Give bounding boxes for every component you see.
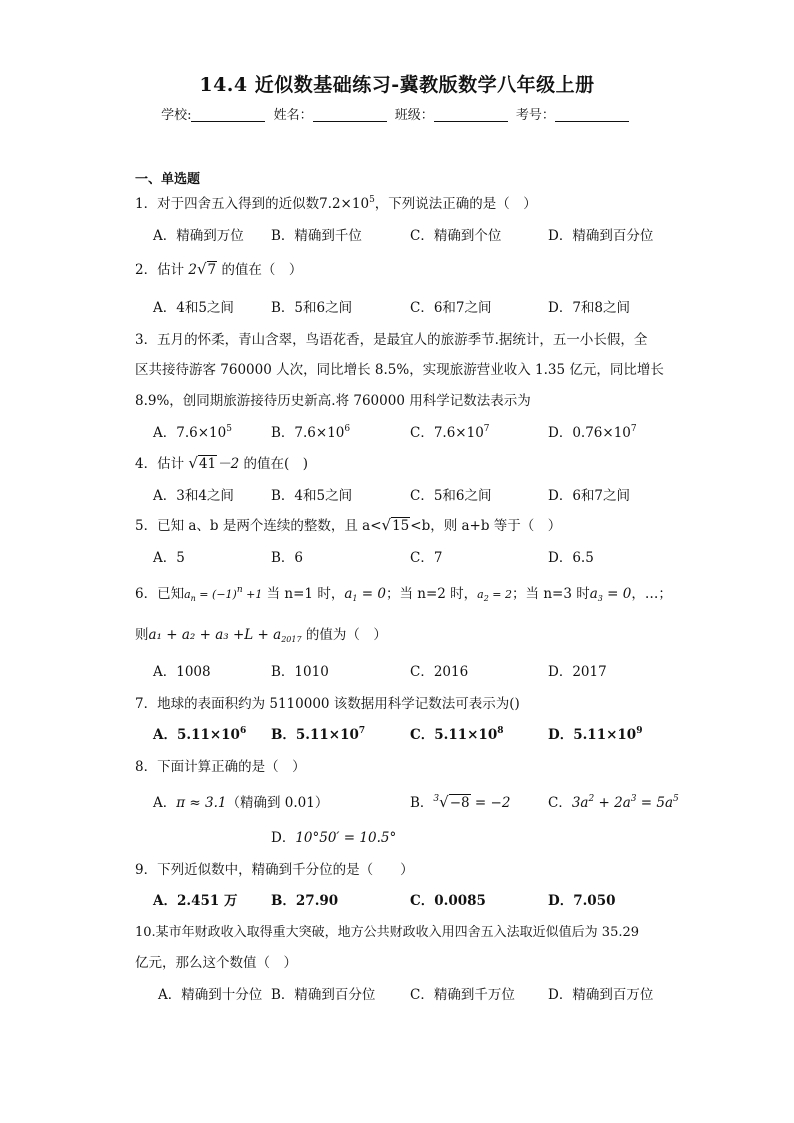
question-1-text-b: ，下列说法正确的是（ ） — [374, 196, 537, 212]
question-3-option-d[interactable] — [548, 421, 637, 441]
question-6-option-a[interactable]: A．1008 — [153, 664, 211, 680]
option-c-letter: C． — [548, 795, 572, 811]
question-6-text-e: ，…； — [631, 586, 672, 602]
question-7-stem: 7．地球的表面积约为 5110000 该数据用科学记数法可表示为() — [135, 696, 520, 712]
option-c-exp-1: 2 — [588, 794, 595, 804]
option-a-exp: 6 — [239, 726, 247, 736]
question-3-option-b[interactable] — [271, 421, 350, 441]
question-6-a3 — [590, 586, 632, 602]
question-9-option-a[interactable]: A．2.451 万 — [153, 893, 238, 909]
option-c-exp: 7 — [483, 424, 490, 434]
question-1-option-d[interactable]: D．精确到百分位 — [548, 228, 654, 244]
question-10-option-d[interactable]: D．精确到百万位 — [548, 987, 654, 1003]
option-a-note: （精确到 0.01） — [226, 795, 329, 811]
question-4-stem — [135, 452, 308, 472]
question-6-line-1 — [135, 582, 672, 603]
question-1-option-a[interactable]: A．精确到万位 — [153, 228, 244, 244]
question-10-option-b[interactable]: B．精确到百分位 — [271, 987, 376, 1003]
question-5-option-b[interactable]: B．6 — [271, 550, 304, 566]
option-b-base: B．5.11×10 — [271, 727, 359, 743]
question-4-option-a[interactable]: A．3和4之间 — [153, 488, 234, 504]
question-2-coef: 2 — [188, 262, 197, 278]
question-10-option-a[interactable]: A．精确到十分位 — [158, 987, 263, 1003]
question-8-option-d[interactable] — [271, 826, 396, 846]
option-c-exp-2: 3 — [630, 794, 637, 804]
question-8-option-a[interactable] — [153, 791, 328, 811]
question-8-option-b[interactable] — [410, 791, 510, 811]
sum-sub: 2017 — [281, 635, 302, 644]
option-a-letter: A． — [153, 795, 177, 811]
formula-sub: n — [190, 594, 196, 603]
question-6-text-d: ；当 n=3 时 — [512, 586, 590, 602]
question-6-line2-text-b: 的值为（ ） — [305, 627, 387, 643]
option-b-result: = −2 — [470, 795, 511, 811]
option-c-term-1: 3a — [571, 795, 589, 811]
question-8-option-c[interactable] — [548, 791, 679, 811]
a3-sub: 3 — [597, 594, 603, 603]
option-c-exp: 8 — [497, 726, 504, 736]
question-7-option-b[interactable] — [271, 723, 365, 743]
question-3-line-1: 3．五月的怀柔，青山含翠，鸟语花香，是最宜人的旅游季节.据统计，五一小长假，全 — [135, 332, 648, 348]
question-2-expression — [188, 262, 217, 278]
question-1-stem — [135, 192, 537, 212]
question-7-option-a[interactable] — [153, 723, 246, 743]
id-label: 考号： — [515, 108, 555, 123]
name-label: 姓名： — [273, 108, 313, 123]
question-2-option-a[interactable]: A．4和5之间 — [153, 300, 234, 316]
option-b-exp: 6 — [344, 424, 351, 434]
a2-sub: 2 — [483, 594, 489, 603]
school-label: 学校: — [161, 108, 192, 123]
question-6-a2 — [477, 588, 512, 601]
section-heading: 一、单选题 — [135, 172, 201, 187]
option-a-base: A．7.6×10 — [153, 425, 227, 441]
question-5-text-a: 5．已知 a、b 是两个连续的整数，且 a< — [135, 518, 382, 534]
question-2-option-b[interactable]: B．5和6之间 — [271, 300, 353, 316]
question-1-exponent: 5 — [369, 195, 375, 205]
question-6-option-c[interactable]: C．2016 — [410, 664, 469, 680]
formula-sup: n — [236, 585, 243, 595]
question-10-line-2: 亿元，那么这个数值（ ） — [135, 955, 297, 971]
cube-root-index: 3 — [433, 794, 440, 804]
question-2-text-b: 的值在（ ） — [221, 262, 303, 278]
class-label: 班级： — [394, 108, 434, 123]
question-6-line-2 — [135, 623, 387, 644]
question-9-option-c[interactable]: C．0.0085 — [410, 893, 486, 909]
class-blank — [434, 107, 508, 122]
option-d-exp: 9 — [636, 726, 643, 736]
option-c-base: C．5.11×10 — [410, 727, 498, 743]
a2-val: = 2 — [488, 588, 513, 601]
question-5-option-a[interactable]: A．5 — [153, 550, 185, 566]
question-7-option-d[interactable] — [548, 723, 642, 743]
option-d-letter: D． — [271, 830, 296, 846]
option-c-base: C．7.6×10 — [410, 425, 484, 441]
question-3-line-3: 8.9%，创同期旅游接待历史新高.将 760000 用科学记数法表示为 — [135, 393, 531, 409]
question-2-stem — [135, 258, 302, 278]
school-blank — [191, 107, 265, 122]
a2-var: a — [477, 588, 484, 601]
option-a-exp: 5 — [226, 424, 232, 434]
option-d-base: D．5.11×10 — [548, 727, 637, 743]
question-10-line-1: 10.某市年财政收入取得重大突破，地方公共财政收入用四舍五入法取近似值后为 35.29 — [135, 925, 640, 940]
option-d-expression: 10°50′ = 10.5° — [295, 830, 397, 846]
question-4-option-b[interactable]: B．4和5之间 — [271, 488, 353, 504]
question-4-expression — [188, 456, 239, 472]
question-6-line2-text-a: 则 — [135, 627, 149, 643]
question-6-a1 — [344, 586, 386, 602]
sqrt-symbol: √41 — [188, 454, 217, 472]
question-4-option-c[interactable]: C．5和6之间 — [410, 488, 492, 504]
a3-val: = 0 — [602, 586, 632, 602]
question-4-text-b: 的值在( ) — [243, 456, 309, 472]
option-d-exp: 7 — [630, 424, 637, 434]
name-blank — [313, 107, 387, 122]
cube-root-symbol: √−8 — [439, 793, 470, 811]
sqrt-symbol: √7 — [196, 260, 217, 278]
question-6-option-d[interactable]: D．2017 — [548, 664, 607, 680]
question-9-option-b[interactable]: B．27.90 — [271, 893, 339, 909]
question-3-option-a[interactable] — [153, 421, 232, 441]
option-b-expression — [433, 795, 510, 811]
option-c-expression — [572, 795, 679, 811]
question-3-line-2: 区共接待游客 760000 人次，同比增长 8.5%，实现旅游营业收入 1.35 亿元，同比增长 — [135, 362, 664, 378]
question-5-stem — [135, 514, 561, 534]
option-b-letter: B． — [410, 795, 434, 811]
question-6-text-b: 当 n=1 时， — [262, 586, 345, 602]
sqrt-symbol: √15 — [381, 516, 410, 534]
question-2-option-c[interactable]: C．6和7之间 — [410, 300, 492, 316]
option-b-radicand: −8 — [449, 795, 470, 811]
question-6-text-c: ；当 n=2 时， — [385, 586, 478, 602]
question-4-radicand: 41 — [198, 456, 217, 472]
question-1-option-b[interactable]: B．精确到千位 — [271, 228, 362, 244]
question-3-option-c[interactable] — [410, 421, 490, 441]
question-9-stem: 9．下列近似数中，精确到千分位的是（ ） — [135, 862, 414, 878]
a1-var: a — [344, 586, 353, 602]
option-c-exp-3: 5 — [673, 794, 679, 804]
a1-sub: 1 — [352, 594, 358, 603]
option-c-term-3: = 5a — [636, 795, 674, 811]
question-5-option-c[interactable]: C．7 — [410, 550, 443, 566]
question-5-radicand: 15 — [392, 518, 410, 534]
question-5-option-d[interactable]: D．6.5 — [548, 550, 594, 566]
option-d-base: D．0.76×10 — [548, 425, 631, 441]
a1-val: = 0 — [357, 586, 386, 602]
formula-b: = (−1) — [195, 588, 237, 601]
question-4-text-a: 4．估计 — [135, 456, 185, 472]
question-2-option-d[interactable]: D．7和8之间 — [548, 300, 631, 316]
question-6-sum — [149, 627, 302, 643]
question-9-option-d[interactable]: D．7.050 — [548, 893, 616, 909]
option-b-exp: 7 — [358, 726, 366, 736]
formula-a: a — [184, 588, 191, 601]
page-title: 14.4 近似数基础练习-冀教版数学八年级上册 — [199, 74, 595, 96]
question-6-option-b[interactable]: B．1010 — [271, 664, 329, 680]
question-2-text-a: 2．估计 — [135, 262, 185, 278]
question-7-option-c[interactable] — [410, 723, 504, 743]
option-b-base: B．7.6×10 — [271, 425, 345, 441]
question-1-text-a: 1．对于四舍五入得到的近似数7.2×10 — [135, 196, 370, 212]
option-a-base: A．5.11×10 — [153, 727, 240, 743]
question-4-tail: －2 — [217, 456, 240, 472]
student-info-line — [0, 104, 794, 123]
question-6-formula — [184, 585, 263, 603]
question-1-option-c[interactable]: C．精确到个位 — [410, 228, 502, 244]
option-c-term-2: + 2a — [594, 795, 631, 811]
sum-expression: a₁ + a₂ + a₃ +L + a — [148, 627, 282, 643]
question-2-radicand: 7 — [207, 262, 217, 278]
question-6-text-a: 6．已知 — [135, 586, 185, 602]
formula-c: +1 — [242, 588, 263, 601]
option-a-expression: π ≈ 3.1 — [176, 795, 227, 811]
question-4-option-d[interactable]: D．6和7之间 — [548, 488, 631, 504]
a3-var: a — [589, 586, 598, 602]
question-5-text-b: <b，则 a+b 等于（ ） — [410, 518, 562, 534]
question-8-stem: 8．下面计算正确的是（ ） — [135, 759, 306, 775]
id-blank — [555, 107, 629, 122]
question-10-option-c[interactable]: C．精确到千万位 — [410, 987, 515, 1003]
